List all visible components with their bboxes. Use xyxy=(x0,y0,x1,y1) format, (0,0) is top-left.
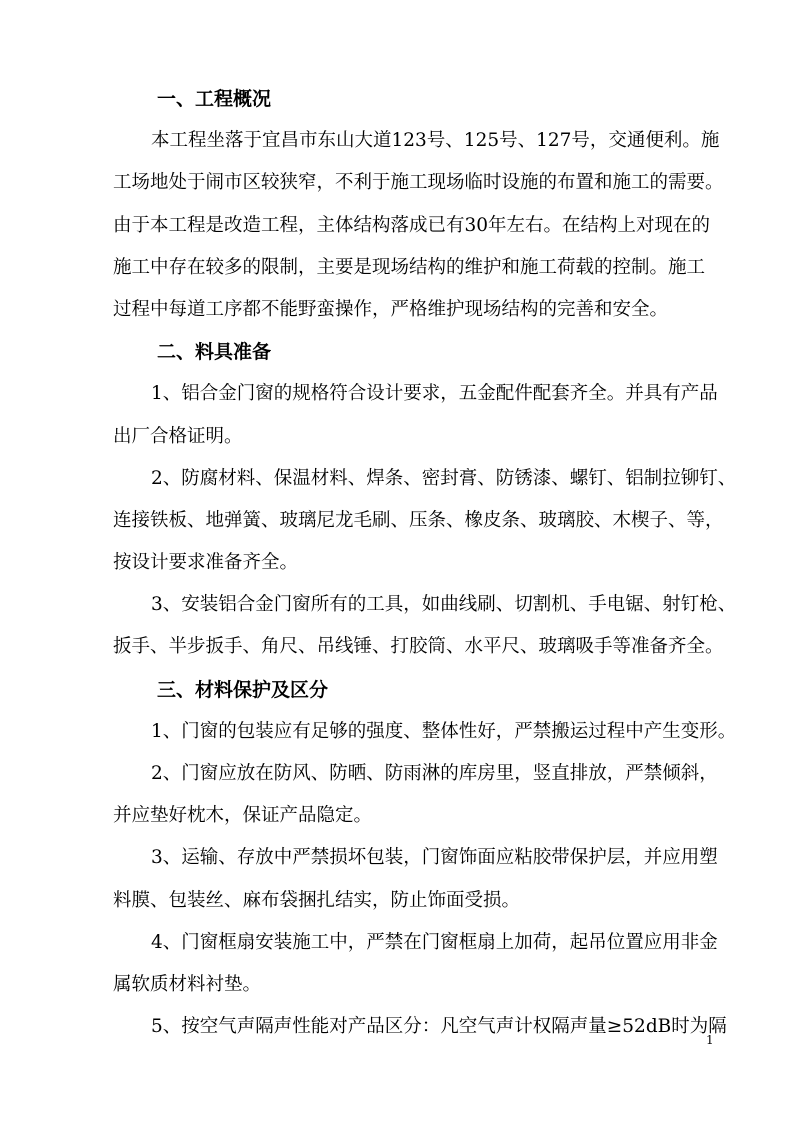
paragraph-line: 2、门窗应放在防风、防晒、防雨淋的库房里，竖直排放，严禁倾斜， xyxy=(151,763,718,784)
paragraph-line: 2、防腐材料、保温材料、焊条、密封膏、防锈漆、螺钉、铝制拉铆钉、 xyxy=(151,467,737,489)
paragraph-line: 扳手、半步扳手、角尺、吊线锤、打胶筒、水平尺、玻璃吸手等准备齐全。 xyxy=(113,636,724,658)
page-number: 1 xyxy=(706,1033,714,1047)
section-heading: 三、材料保护及区分 xyxy=(157,678,329,701)
paragraph-line: 1、门窗的包装应有足够的强度、整体性好，严禁搬运过程中产生变形。 xyxy=(151,720,737,742)
paragraph-line: 出厂合格证明。 xyxy=(113,425,243,447)
paragraph-line: 3、运输、存放中严禁损坏包装，门窗饰面应粘胶带保护层，并应用塑 xyxy=(151,847,718,869)
paragraph xyxy=(113,120,724,331)
paragraph-line: 4、门窗框扇安装施工中，严禁在门窗框扇上加荷，起吊位置应用非金 xyxy=(151,931,718,953)
paragraph xyxy=(113,373,721,457)
paragraph xyxy=(113,458,737,585)
paragraph-line: 5、按空气声隔声性能对产品区分：凡空气声计权隔声量≥52dB时为隔 xyxy=(151,1016,727,1038)
paragraph-line: 过程中每道工序都不能野蛮操作，严格维护现场结构的完善和安全。 xyxy=(113,298,669,320)
paragraph-line: 料膜、包装丝、麻布袋捆扎结实，防止饰面受损。 xyxy=(113,889,521,911)
document-body xyxy=(113,78,737,1048)
paragraph-line: 3、安装铝合金门窗所有的工具，如曲线刷、切割机、手电锯、射钉枪、 xyxy=(151,594,737,616)
paragraph-line: 1、铝合金门窗的规格符合设计要求，五金配件配套齐全。并具有产品 xyxy=(151,383,718,405)
paragraph xyxy=(113,922,721,1006)
paragraph-line: 由于本工程是改造工程，主体结构落成已有30年左右。在结构上对现在的 xyxy=(113,214,711,236)
paragraph xyxy=(113,753,721,837)
paragraph-line: 工场地处于闹市区较狭窄，不利于施工现场临时设施的布置和施工的需要。 xyxy=(113,172,724,194)
paragraph-line: 施工中存在较多的限制，主要是现场结构的维护和施工荷载的控制。施工 xyxy=(113,256,706,278)
paragraph-line: 本工程坐落于宜昌市东山大道123号、125号、127号，交通便利。施 xyxy=(151,130,720,152)
paragraph-line: 连接铁板、地弹簧、玻璃尼龙毛刷、压条、橡皮条、玻璃胶、木楔子、等， xyxy=(113,509,724,531)
section-heading: 二、料具准备 xyxy=(157,341,272,364)
paragraph-line: 并应垫好枕木，保证产品隐定。 xyxy=(113,805,373,827)
paragraph-line: 按设计要求准备齐全。 xyxy=(113,552,299,574)
paragraph-line: 属软质材料衬垫。 xyxy=(113,973,262,995)
paragraph xyxy=(113,711,737,753)
paragraph xyxy=(113,1006,727,1048)
paragraph xyxy=(113,837,721,921)
paragraph xyxy=(113,584,737,668)
section-heading: 一、工程概况 xyxy=(157,88,272,110)
